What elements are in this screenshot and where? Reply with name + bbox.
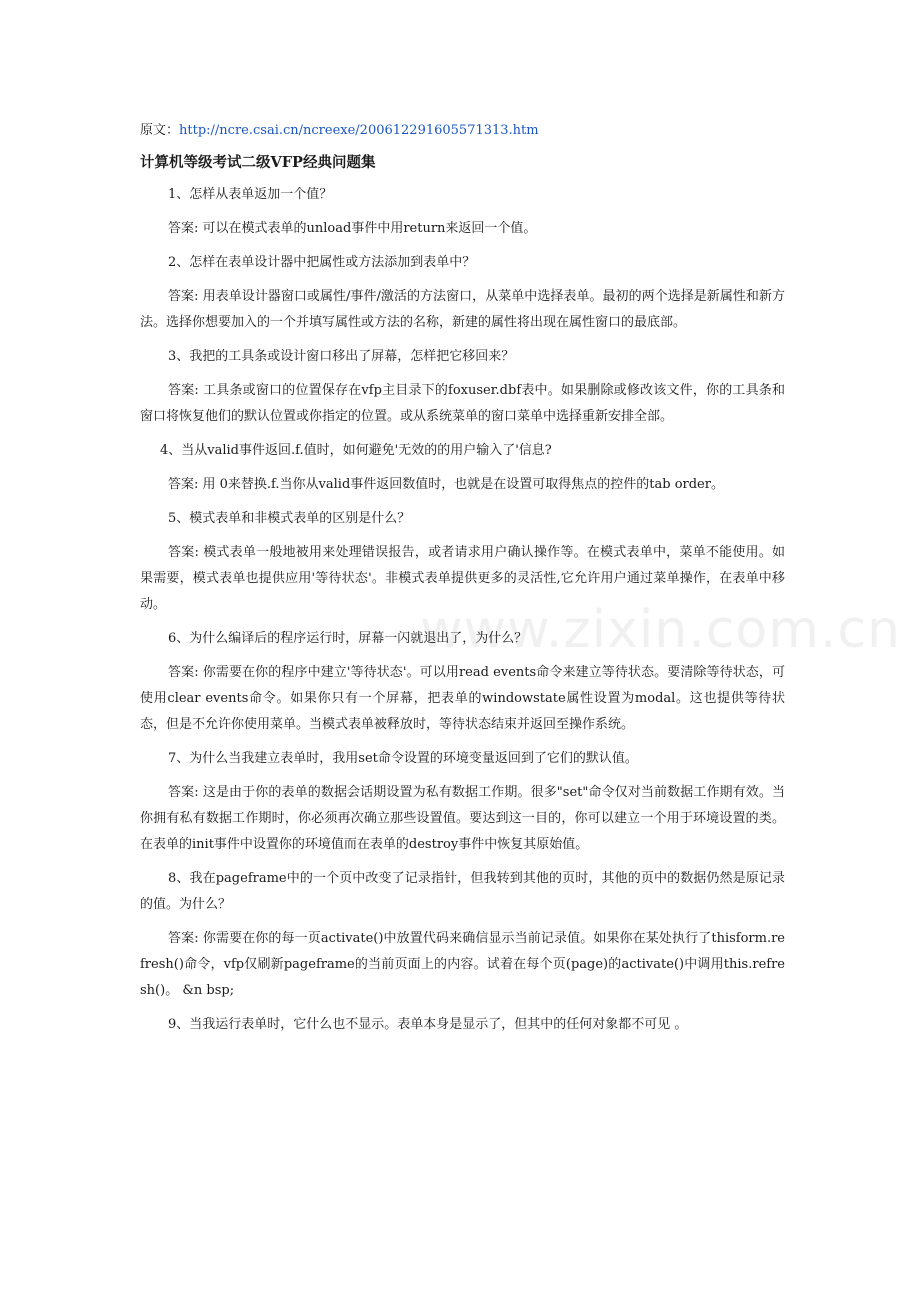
question-6: 6、为什么编译后的程序运行时，屏幕一闪就退出了，为什么？ [168, 631, 528, 646]
answer-7: 答案: 这是由于你的表单的数据会话期设置为私有数据工作期。很多"set"命令仅对当前数据工作期有效。当你拥有私有数据工作期时，你必须再次确立那些设置值。要达到这一目的，你可以建立一个用于环境设置的类。在表单的init事件中设置你的环境值而在表单的destroy事件中恢复其原始值。 [140, 785, 785, 852]
answer-6: 答案: 你需要在你的程序中建立'等待状态'。可以用read events命令来建立等待状态。要清除等待状态，可使用clear events命令。如果你只有一个屏幕，把表单的windowstate属性设置为modal。这也提供等待状态，但是不允许你使用菜单。当模式表单被释放时，等待状态结束并返回至操作系统。 [140, 665, 785, 732]
document-title: 计算机等级考试二级VFP经典问题集 [140, 154, 376, 171]
answer-3: 答案: 工具条或窗口的位置保存在vfp主目录下的foxuser.dbf表中。如果删除或修改该文件，你的工具条和窗口将恢复他们的默认位置或你指定的位置。或从系统菜单的窗口菜单中选择重新安排全部。 [140, 383, 785, 424]
document-body [140, 118, 785, 1046]
question-5: 5、模式表单和非模式表单的区别是什么？ [168, 511, 411, 526]
answer-8: 答案: 你需要在你的每一页activate()中放置代码来确信显示当前记录值。如果你在某处执行了thisform.refresh()命令，vfp仅刷新pageframe的当前页面上的内容。试着在每个页(page)的activate()中调用this.refresh()。 &n bsp; [140, 931, 785, 998]
question-8: 8、我在pageframe中的一个页中改变了记录指针，但我转到其他的页时，其他的页中的数据仍然是原记录的值。为什么？ [140, 871, 785, 912]
question-1: 1、怎样从表单返加一个值？ [168, 187, 333, 202]
answer-5: 答案: 模式表单一般地被用来处理错误报告，或者请求用户确认操作等。在模式表单中，菜单不能使用。如果需要，模式表单也提供应用'等待状态'。非模式表单提供更多的灵活性,它允许用户通过菜单操作，在表单中移动。 [140, 545, 785, 612]
answer-4: 答案: 用 0来替换.f.当你从valid事件返回数值时，也就是在设置可取得焦点的控件的tab order。 [168, 477, 724, 492]
question-4: 4、当从valid事件返回.f.值时，如何避免'无效的的用户输入了'信息? [160, 443, 552, 458]
question-7: 7、为什么当我建立表单时，我用set命令设置的环境变量返回到了它们的默认值。 [168, 751, 638, 766]
watermark: www.zixin.com.cn [420, 600, 901, 660]
source-line [140, 118, 785, 144]
source-link[interactable]: http://ncre.csai.cn/ncreexe/200612291605571313.htm [179, 123, 539, 138]
answer-2: 答案: 用表单设计器窗口或属性/事件/激活的方法窗口，从菜单中选择表单。最初的两个选择是新属性和新方法。选择你想要加入的一个并填写属性或方法的名称，新建的属性将出现在属性窗口的最底部。 [140, 289, 785, 330]
question-9: 9、当我运行表单时，它什么也不显示。表单本身是显示了，但其中的任何对象都不可见 。 [168, 1017, 688, 1032]
question-3: 3、我把的工具条或设计窗口移出了屏幕，怎样把它移回来？ [168, 349, 515, 364]
source-label: 原文： [140, 123, 180, 138]
question-2: 2、怎样在表单设计器中把属性或方法添加到表单中？ [168, 255, 476, 270]
answer-1: 答案: 可以在模式表单的unload事件中用return来返回一个值。 [168, 221, 537, 236]
